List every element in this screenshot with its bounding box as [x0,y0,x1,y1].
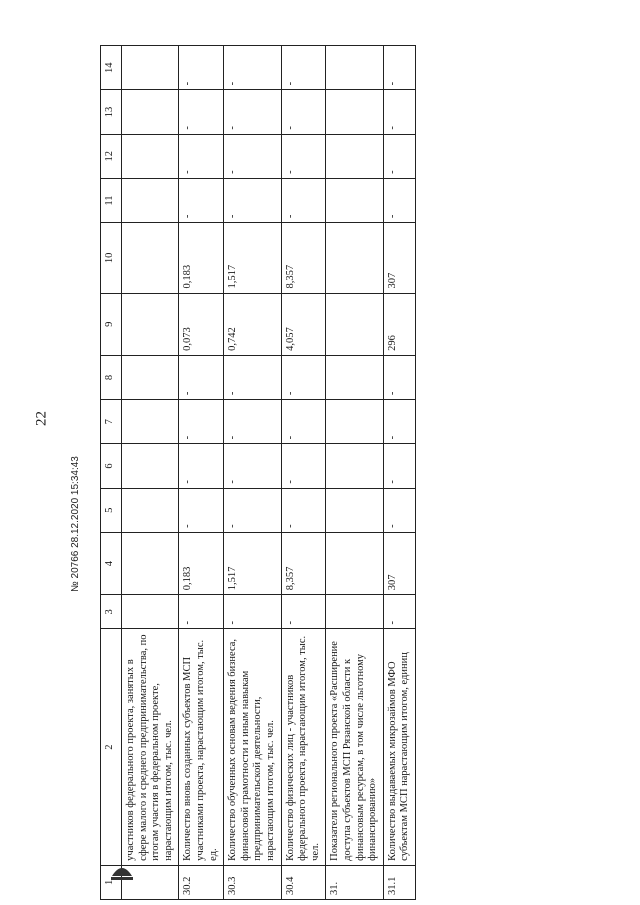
column-header: 8 [101,355,122,399]
value-cell [122,355,179,399]
value-cell: 307 [383,532,415,594]
value-cell: 0,183 [179,532,224,594]
value-cell [326,178,383,222]
value-cell: - [224,178,281,222]
value-cell [122,488,179,532]
column-header: 6 [101,444,122,488]
value-cell: 307 [383,223,415,293]
indicators-table [100,45,416,900]
value-cell: 1,517 [224,223,281,293]
indicator-name-cell: Количество вновь созданных субъектов МСП участниками проекта, нарастающим итогом, тыс. ед. [179,629,224,865]
value-cell: 8,357 [281,223,326,293]
column-header: 2 [101,629,122,865]
row-number-cell: 31. [326,865,383,899]
value-cell [326,355,383,399]
value-cell [326,400,383,444]
row-number-cell: 30.3 [224,865,281,899]
value-cell: - [281,444,326,488]
value-cell: - [281,178,326,222]
value-cell [326,293,383,355]
value-cell: - [281,488,326,532]
value-cell: - [383,355,415,399]
row-number-cell: 30.2 [179,865,224,899]
page-number: 22 [33,411,50,426]
value-cell: - [383,178,415,222]
column-header: 13 [101,90,122,134]
value-cell [326,532,383,594]
column-header: 11 [101,178,122,222]
column-header: 14 [101,46,122,90]
value-cell: - [179,488,224,532]
value-cell: - [281,134,326,178]
table-row [383,46,415,900]
value-cell: - [179,400,224,444]
indicator-name-cell: Количество обученных основам ведения бизнеса, финансовой грамотности и иным навыкам предпринимательской деятельности, нарастающим итогом, тыс. чел. [224,629,281,865]
value-cell: - [383,595,415,629]
indicator-name-cell: Показатели регионального проекта «Расширение доступа субъектов МСП Рязанской области к финансовым ресурсам, в том числе льготному финансированию» [326,629,383,865]
value-cell [122,90,179,134]
value-cell: - [179,134,224,178]
registration-stamp-text: № 20766 28.12.2020 15:34:43 [70,456,81,592]
column-header: 10 [101,223,122,293]
value-cell [326,488,383,532]
value-cell: - [281,46,326,90]
table-row [122,46,179,900]
value-cell: - [383,46,415,90]
value-cell [326,223,383,293]
table-body [122,46,416,900]
value-cell: - [383,134,415,178]
value-cell: - [179,595,224,629]
value-cell: - [383,90,415,134]
value-cell: - [281,355,326,399]
value-cell [122,134,179,178]
value-cell: - [224,595,281,629]
value-cell: 0,183 [179,223,224,293]
value-cell: 4,057 [281,293,326,355]
column-header: 9 [101,293,122,355]
value-cell: 0,742 [224,293,281,355]
indicator-name-cell: Количество выдаваемых микрозаймов МФО субъектам МСП нарастающим итогом, единиц [383,629,415,865]
table-header-row [101,46,122,900]
value-cell: - [224,90,281,134]
value-cell: 296 [383,293,415,355]
value-cell [122,595,179,629]
electronic-signature-icon [108,856,136,884]
table-row [179,46,224,900]
column-header: 5 [101,488,122,532]
value-cell: 1,517 [224,532,281,594]
value-cell [122,293,179,355]
value-cell: - [281,90,326,134]
column-header: 3 [101,595,122,629]
value-cell: - [224,46,281,90]
value-cell [326,444,383,488]
value-cell: - [224,400,281,444]
table-row [326,46,383,900]
value-cell [122,532,179,594]
value-cell [122,444,179,488]
value-cell: - [383,444,415,488]
value-cell: - [281,595,326,629]
value-cell: - [179,444,224,488]
value-cell [326,595,383,629]
column-header: 1 [101,865,122,899]
value-cell: - [383,400,415,444]
value-cell [326,134,383,178]
value-cell [326,90,383,134]
indicator-name-cell: Количество физических лиц - участников федерального проекта, нарастающим итогом, тыс. чел. [281,629,326,865]
row-number-cell: 30.4 [281,865,326,899]
value-cell: - [179,46,224,90]
table-row [224,46,281,900]
column-header: 7 [101,400,122,444]
document-footer [64,292,92,592]
document-sheet [100,0,541,900]
row-number-cell: 31.1 [383,865,415,899]
value-cell: - [383,488,415,532]
value-cell: - [224,355,281,399]
table-row [281,46,326,900]
value-cell: - [224,488,281,532]
column-header: 4 [101,532,122,594]
value-cell [122,46,179,90]
value-cell: - [179,178,224,222]
value-cell: 0,073 [179,293,224,355]
value-cell [326,46,383,90]
value-cell: 8,357 [281,532,326,594]
value-cell: - [179,90,224,134]
value-cell [122,400,179,444]
value-cell: - [224,134,281,178]
indicator-name-cell: участников федерального проекта, занятых в сфере малого и среднего предпринимательства, по итогам участия в федеральном проекте, нарастающим итогом, тыс. чел. [122,629,179,865]
value-cell [122,178,179,222]
column-header: 12 [101,134,122,178]
value-cell: - [179,355,224,399]
value-cell: - [281,400,326,444]
value-cell: - [224,444,281,488]
value-cell [122,223,179,293]
